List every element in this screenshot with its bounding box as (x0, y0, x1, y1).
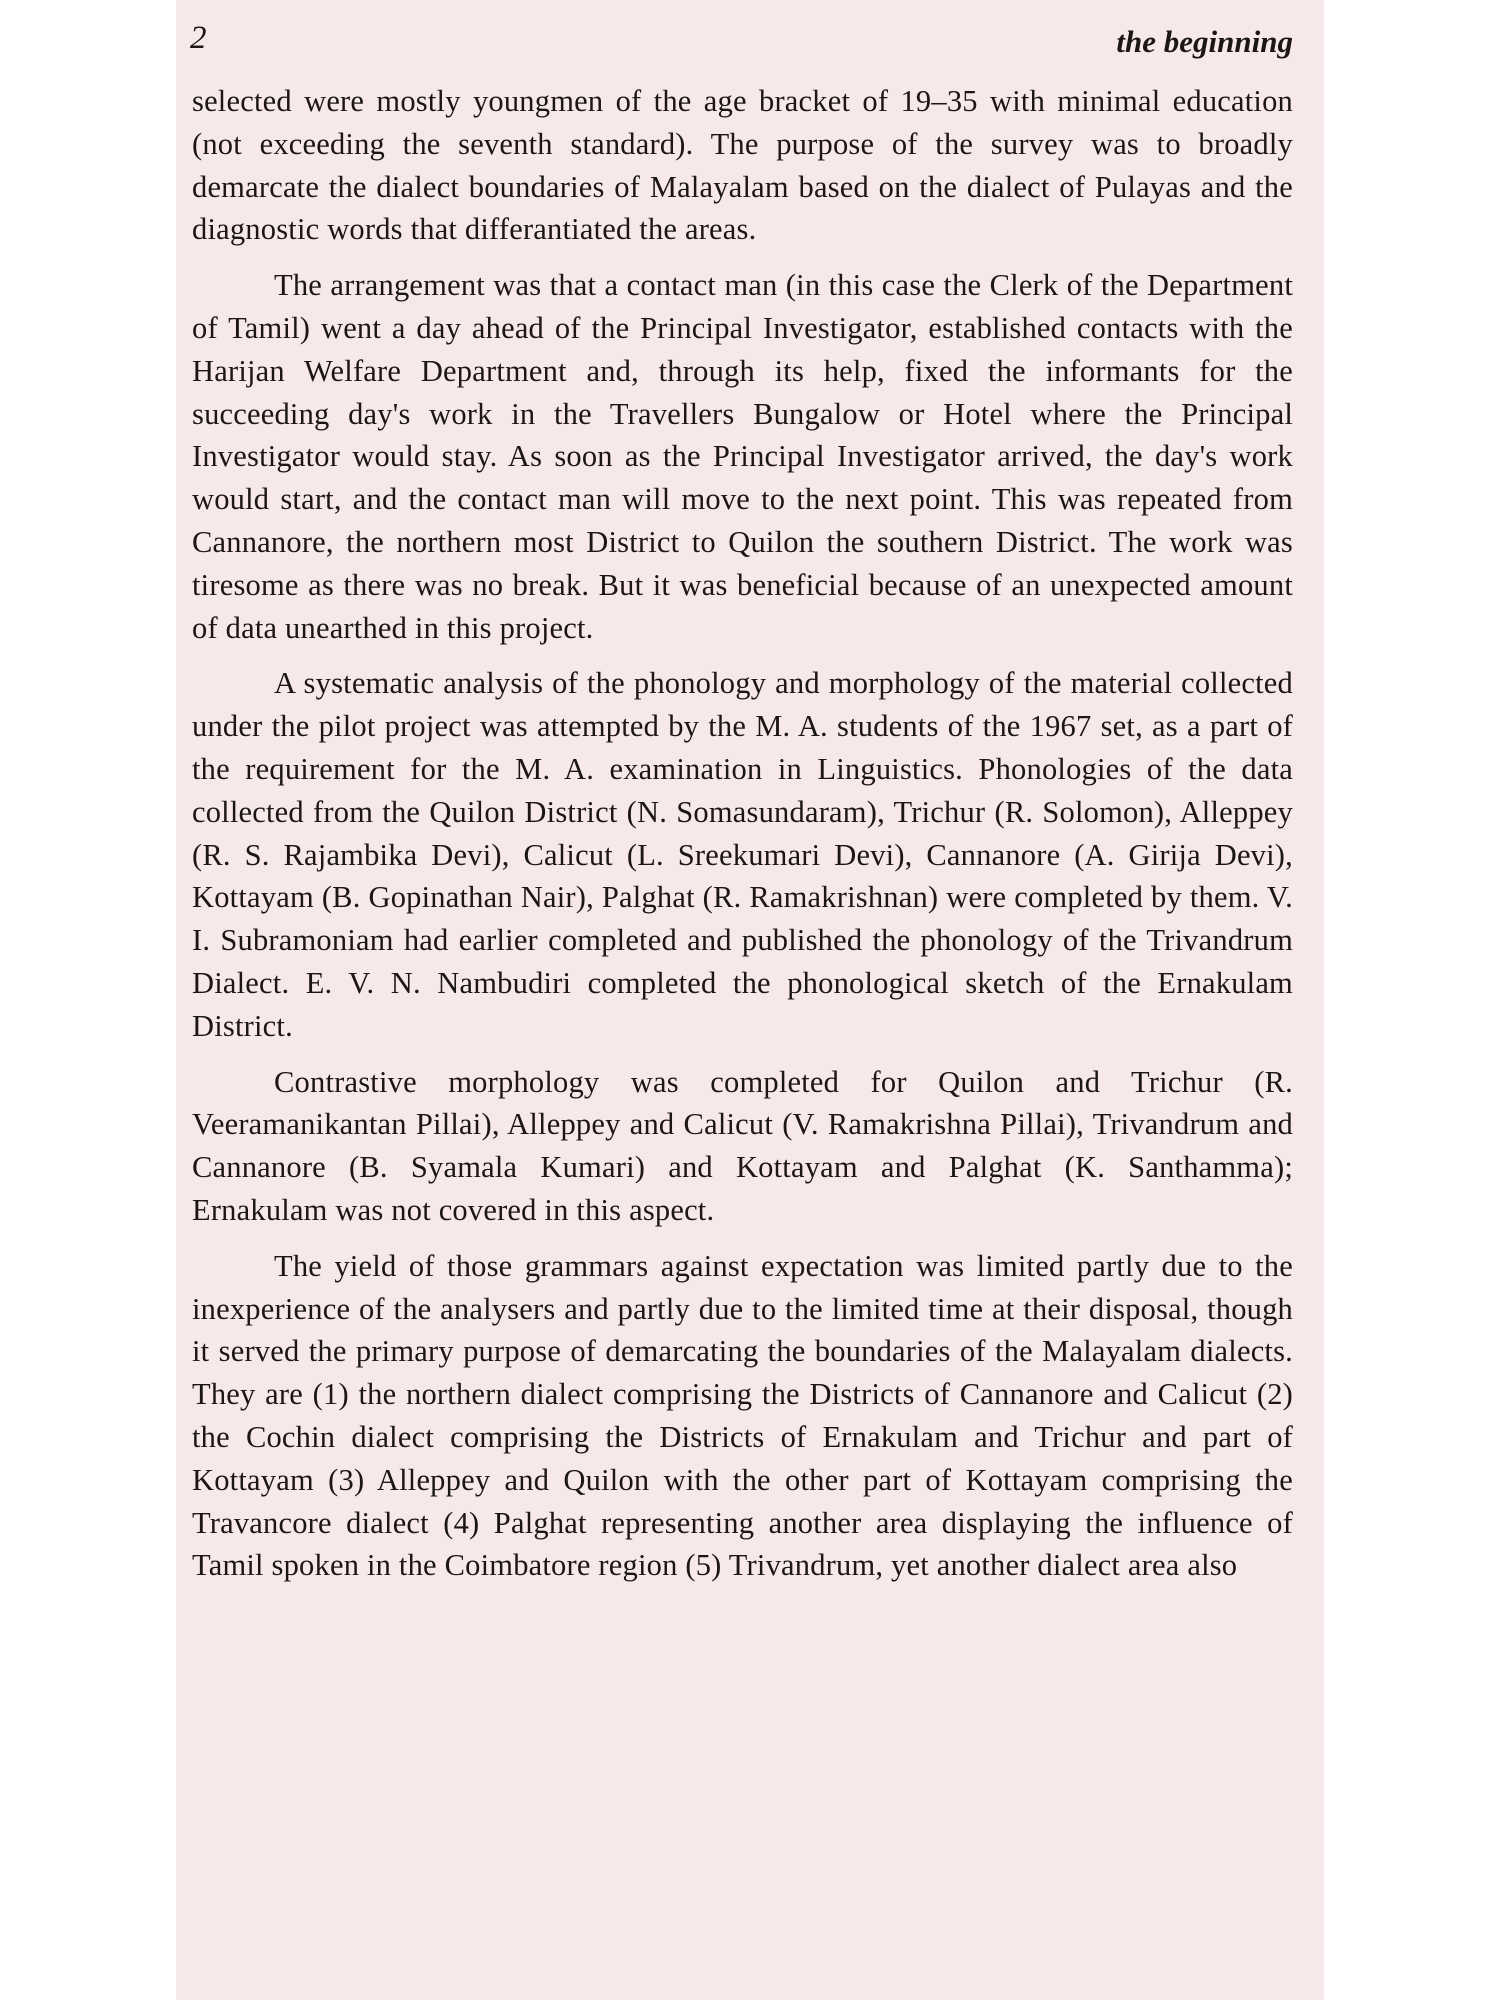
paragraph-yield: The yield of those grammars against expectation was limited partly due to the inexperience of the analysers and partly due to the limited time at their disposal, though it served the primary purpose of demarcating the boundaries of the Malayalam dialects. They are (1) the northern dialect comprising the Districts of Cannanore and Calicut (2) the Cochin dialect comprising the Districts of Ernakulam and Trichur and part of Kottayam (3) Alleppey and Quilon with the other part of Kottayam comprising the Travancore dialect (4) Palghat representing another area displaying the influence of Tamil spoken in the Coimbatore region (5) Trivandrum, yet another dialect area also (192, 1248, 1293, 1583)
body-text (192, 80, 1293, 1587)
book-page (176, 0, 1324, 2000)
page-number: 2 (190, 20, 207, 56)
page-header (192, 20, 1293, 80)
paragraph-contrastive-morphology: Contrastive morphology was completed for Quilon and Trichur (R. Veeramanikantan Pillai), Alleppey and Calicut (V. Ramakrishna Pillai), Trivandrum and Cannanore (B. Syamala Kumari) and Kottayam and Palghat (K. Santhamma); Ernakulam was not covered in this aspect. (192, 1064, 1293, 1227)
paragraph-continuation: selected were mostly youngmen of the age bracket of 19–35 with minimal education (not exceeding the seventh standard). The purpose of the survey was to broadly demarcate the dialect boundaries of Malayalam based on the dialect of Pulayas and the diagnostic words that differantiated the areas. (192, 84, 1293, 247)
running-head: the beginning (1116, 24, 1293, 59)
paragraph-systematic-analysis: A systematic analysis of the phonology and morphology of the material collected under the pilot project was attempted by the M. A. students of the 1967 set, as a part of the requirement for the M. A. examination in Linguistics. Phonologies of the data collected from the Quilon District (N. Somasundaram), Trichur (R. Solomon), Alleppey (R. S. Rajambika Devi), Calicut (L. Sreekumari Devi), Cannanore (A. Girija Devi), Kottayam (B. Gopinathan Nair), Palghat (R. Ramakrishnan) were completed by them. V. I. Subramoniam had earlier completed and published the phonology of the Trivandrum Dialect. E. V. N. Nambudiri completed the phonological sketch of the Ernakulam District. (192, 666, 1293, 1043)
paragraph-arrangement: The arrangement was that a contact man (in this case the Clerk of the Department of Tamil) went a day ahead of the Principal Investigator, established contacts with the Harijan Welfare Department and, through its help, fixed the informants for the succeeding day's work in the Travellers Bungalow or Hotel where the Principal Investigator would stay. As soon as the Principal Investigator arrived, the day's work would start, and the contact man will move to the next point. This was repeated from Cannanore, the northern most District to Quilon the southern District. The work was tiresome as there was no break. But it was beneficial because of an unexpected amount of data unearthed in this project. (192, 268, 1293, 645)
